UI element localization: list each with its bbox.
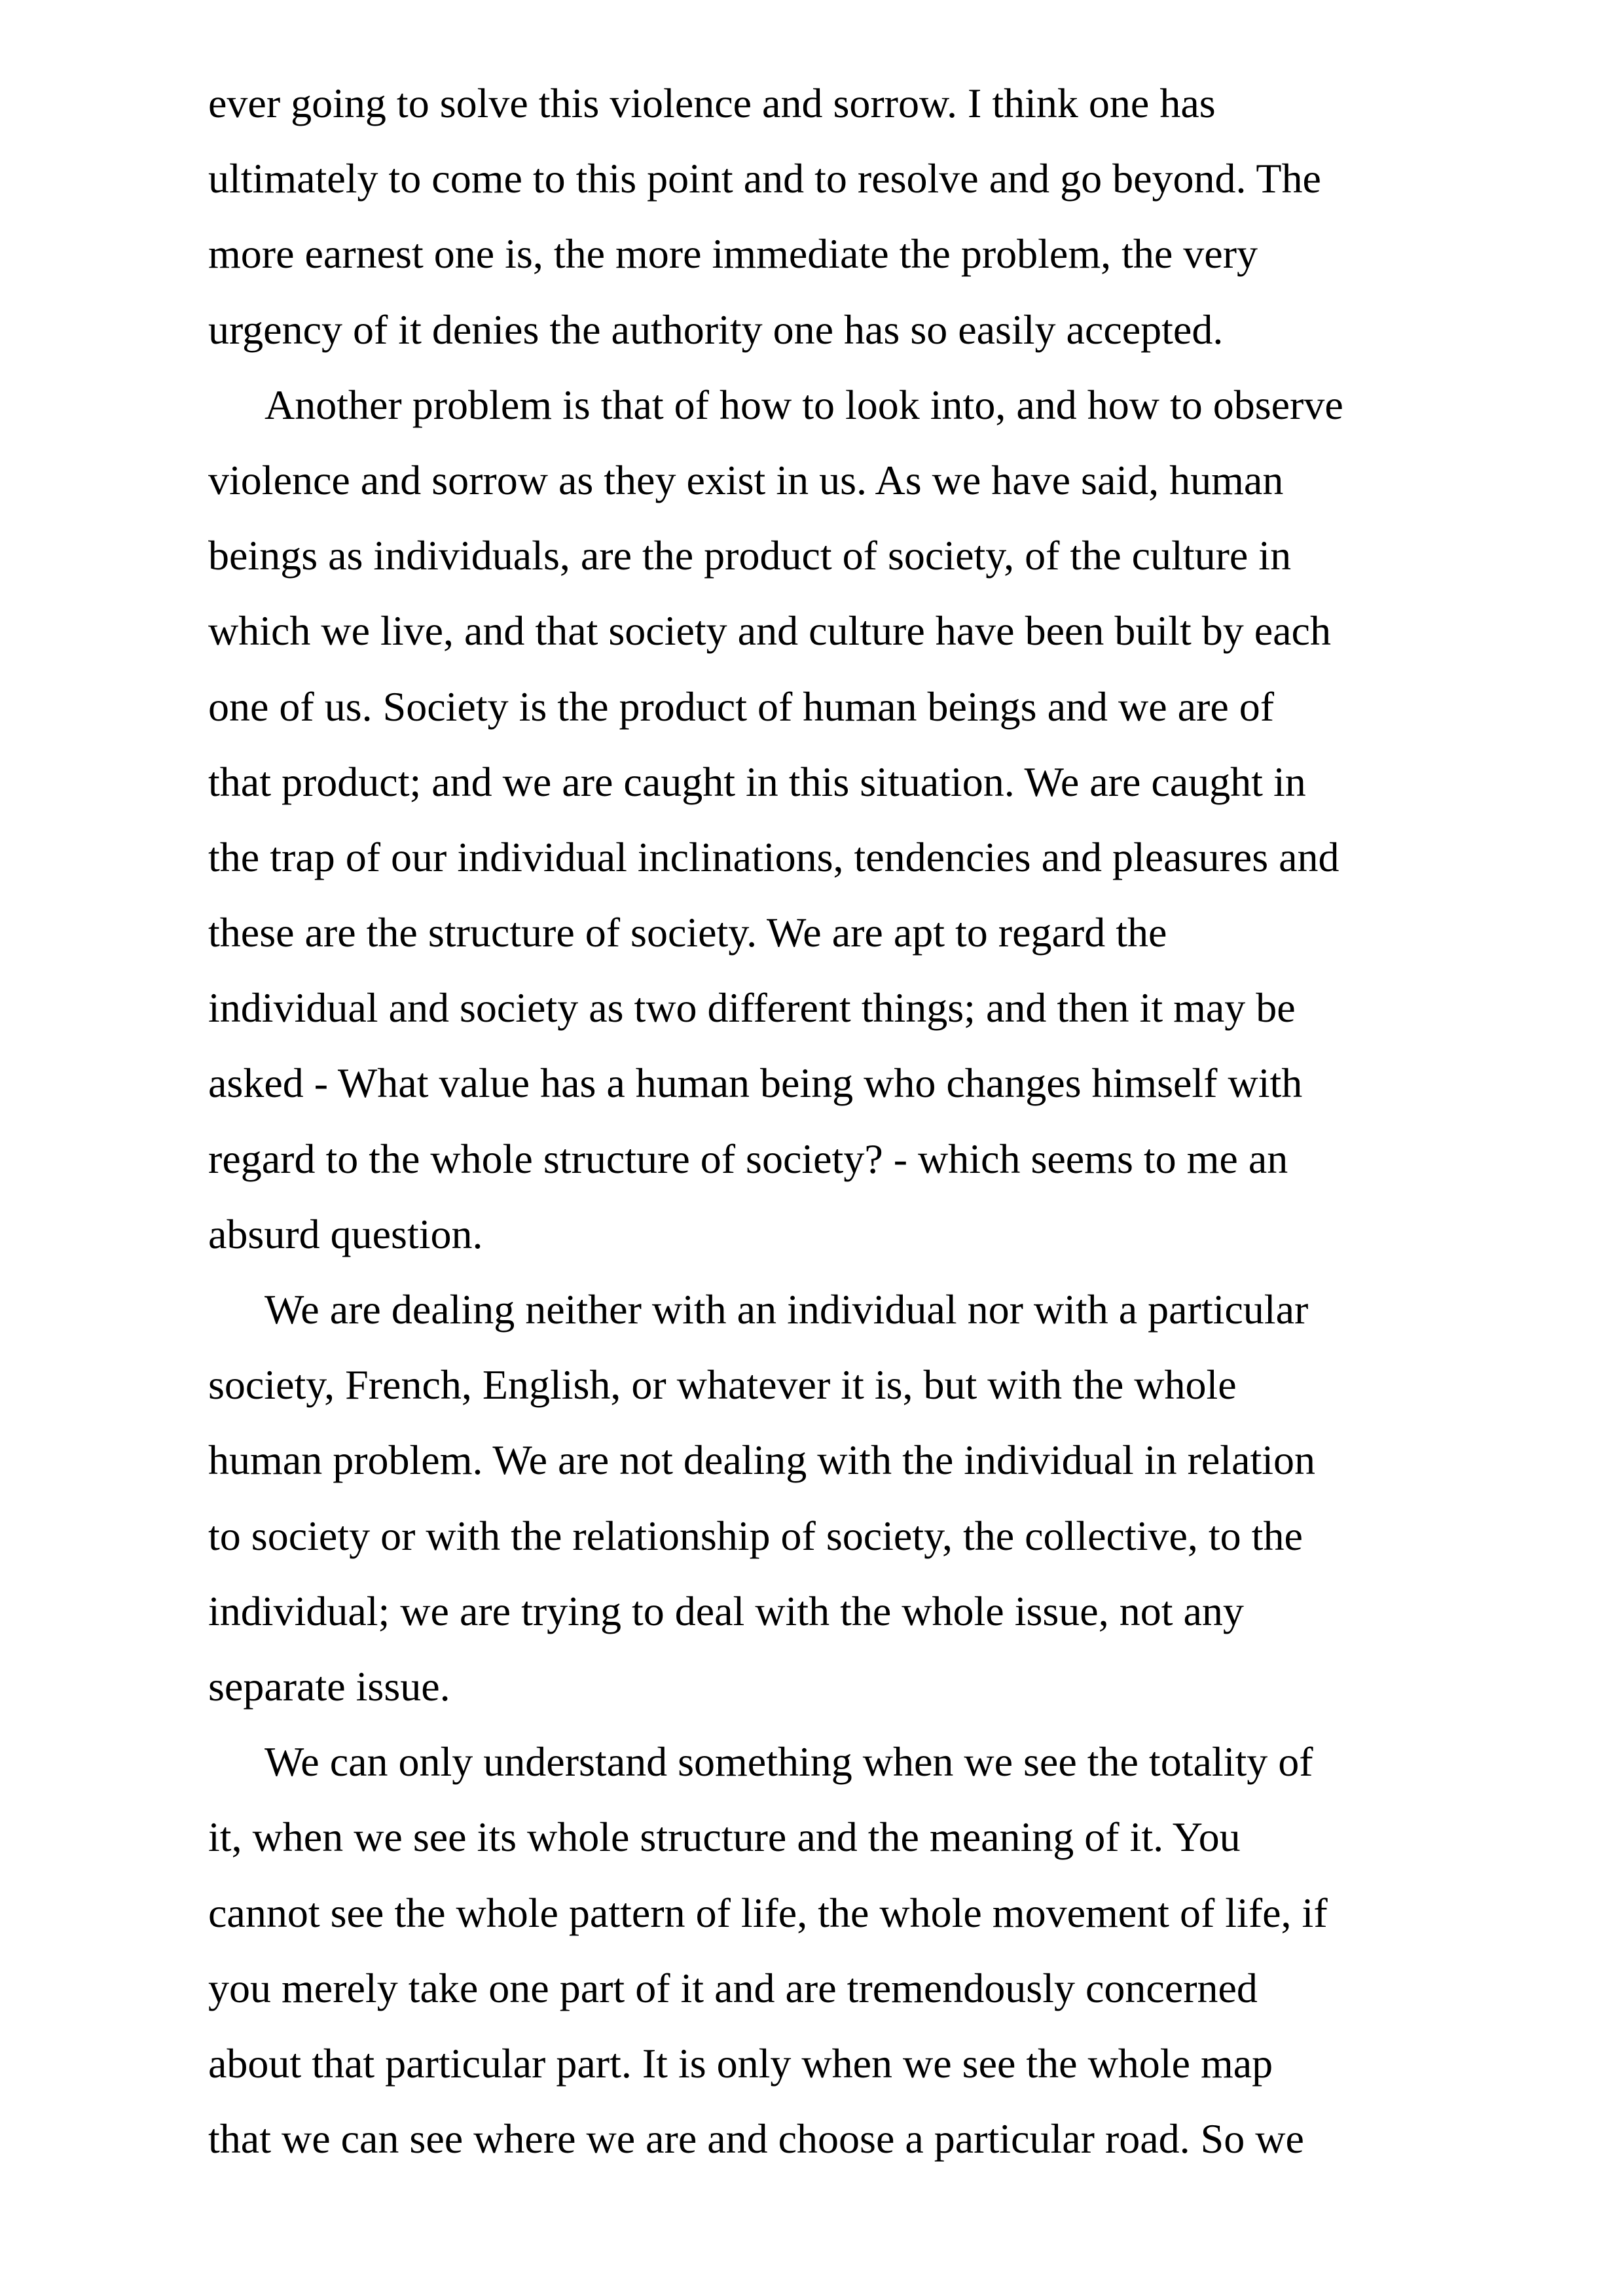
text-line: beings as individuals, are the product of society, of the culture in bbox=[208, 532, 1292, 579]
text-line: these are the structure of society. We are apt to regard the bbox=[208, 909, 1167, 956]
text-line: We are dealing neither with an individual nor with a particular bbox=[264, 1286, 1309, 1333]
text-line: more earnest one is, the more immediate the problem, the very bbox=[208, 230, 1258, 278]
text-line: asked - What value has a human being who changes himself with bbox=[208, 1060, 1303, 1107]
text-line: to society or with the relationship of society, the collective, to the bbox=[208, 1512, 1303, 1559]
text-line: individual; we are trying to deal with the whole issue, not any bbox=[208, 1587, 1244, 1634]
text-line: urgency of it denies the authority one has so easily accepted. bbox=[208, 306, 1224, 353]
text-line: cannot see the whole pattern of life, the whole movement of life, if bbox=[208, 1889, 1328, 1936]
text-line: Another problem is that of how to look into, and how to observe bbox=[264, 381, 1343, 428]
text-line: it, when we see its whole structure and the meaning of it. You bbox=[208, 1814, 1241, 1861]
text-line: human problem. We are not dealing with the individual in relation bbox=[208, 1437, 1316, 1484]
text-line: one of us. Society is the product of human beings and we are of bbox=[208, 683, 1275, 730]
text-line: about that particular part. It is only when we see the whole map bbox=[208, 2039, 1273, 2087]
text-line: society, French, English, or whatever it is, but with the whole bbox=[208, 1361, 1237, 1408]
text-line: which we live, and that society and culture have been built by each bbox=[208, 607, 1331, 655]
text-line: individual and society as two different things; and then it may be bbox=[208, 984, 1296, 1031]
text-line: regard to the whole structure of society? - which seems to me an bbox=[208, 1135, 1288, 1182]
text-line: you merely take one part of it and are tremendously concerned bbox=[208, 1964, 1258, 2011]
text-line: ultimately to come to this point and to resolve and go beyond. The bbox=[208, 155, 1321, 202]
text-line: that product; and we are caught in this situation. We are caught in bbox=[208, 758, 1306, 805]
text-line: ever going to solve this violence and sorrow. I think one has bbox=[208, 80, 1216, 126]
text-line: the trap of our individual inclinations, tendencies and pleasures and bbox=[208, 833, 1340, 880]
text-line: separate issue. bbox=[208, 1662, 450, 1710]
text-line: that we can see where we are and choose a particular road. So we bbox=[208, 2115, 1304, 2162]
text-line: We can only understand something when we see the totality of bbox=[264, 1738, 1313, 1785]
text-line: violence and sorrow as they exist in us. As we have said, human bbox=[208, 456, 1284, 503]
body-text bbox=[208, 65, 1452, 2176]
text-line: absurd question. bbox=[208, 1210, 483, 1257]
